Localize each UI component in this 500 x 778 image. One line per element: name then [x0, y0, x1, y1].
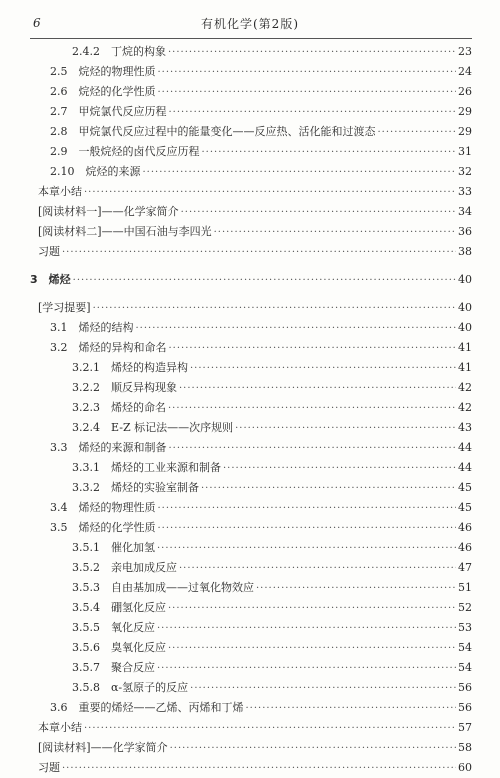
toc-entry-ch2-reading-2[interactable]: [阅读材料二]——中国石油与李四光 ····· 36	[38, 223, 472, 241]
book-title: 有机化学(第2版)	[201, 17, 299, 31]
toc-entry-3-6[interactable]: 3.6 重要的烯烃——乙烯、丙烯和丁烯 ····· 56	[50, 699, 472, 717]
toc-entry-2-10[interactable]: 2.10 烷烃的来源 ····· 32	[50, 163, 472, 181]
toc-entry-3-3-2[interactable]: 3.3.2 烯烃的实验室制备 ····· 45	[72, 479, 472, 497]
toc-entry-3-2-4[interactable]: 3.2.4 E-Z 标记法——次序规则 ····· 43	[72, 419, 472, 437]
toc-entry-2-8[interactable]: 2.8 甲烷氯代反应过程中的能量变化——反应热、活化能和过渡态 ····· 29	[50, 123, 472, 141]
toc-entry-2-9[interactable]: 2.9 一般烷烃的卤代反应历程 ····· 31	[50, 143, 472, 161]
toc-entry-3-1[interactable]: 3.1 烯烃的结构 ····· 40	[50, 319, 472, 337]
toc-entry-3-5-3[interactable]: 3.5.3 自由基加成——过氧化物效应 ····· 51	[72, 579, 472, 597]
page-header	[0, 0, 500, 40]
toc-entry-3-4[interactable]: 3.4 烯烃的物理性质 ····· 45	[50, 499, 472, 517]
toc-entry-2-5[interactable]: 2.5 烷烃的物理性质 ····· 24	[50, 63, 472, 81]
toc-entry-ch3-exercises[interactable]: 习题 ····· 60	[38, 759, 472, 777]
toc-entry-3-2-2[interactable]: 3.2.2 顺反异构现象 ····· 42	[72, 379, 472, 397]
toc-entry-ch3-summary[interactable]: 本章小结 ····· 57	[38, 719, 472, 737]
toc-entry-2-6[interactable]: 2.6 烷烃的化学性质 ····· 26	[50, 83, 472, 101]
toc-entry-3-5-1[interactable]: 3.5.1 催化加氢 ····· 46	[72, 539, 472, 557]
toc-entry-3-2-3[interactable]: 3.2.3 烯烃的命名 ····· 42	[72, 399, 472, 417]
toc-entry-3-5-4[interactable]: 3.5.4 硼氢化反应 ····· 52	[72, 599, 472, 617]
header-rule	[30, 38, 472, 39]
toc-entry-3-5-2[interactable]: 3.5.2 亲电加成反应 ····· 47	[72, 559, 472, 577]
toc-entry-3-5-7[interactable]: 3.5.7 聚合反应 ····· 54	[72, 659, 472, 677]
toc-entry-3-3-1[interactable]: 3.3.1 烯烃的工业来源和制备 ····· 44	[72, 459, 472, 477]
toc-entry-ch3-reading[interactable]: [阅读材料]——化学家简介 ····· 58	[38, 739, 472, 757]
toc-entry-ch2-exercises[interactable]: 习题 ····· 38	[38, 243, 472, 261]
toc-entry-3-3[interactable]: 3.3 烯烃的来源和制备 ····· 44	[50, 439, 472, 457]
toc-entry-3-5[interactable]: 3.5 烯烃的化学性质 ····· 46	[50, 519, 472, 537]
toc-entry-ch3-study-guide[interactable]: [学习提要] ····· 40	[38, 299, 472, 317]
toc-entry-2-4-2[interactable]: 2.4.2 丁烷的构象 ····· 23	[72, 43, 472, 61]
toc-entry-2-7[interactable]: 2.7 甲烷氯代反应历程 ····· 29	[50, 103, 472, 121]
page-number: 6	[33, 16, 41, 30]
toc-entry-ch2-reading-1[interactable]: [阅读材料一]——化学家简介 ····· 34	[38, 203, 472, 221]
toc-entry-ch2-summary[interactable]: 本章小结 ····· 33	[38, 183, 472, 201]
toc-entry-3-5-6[interactable]: 3.5.6 臭氧化反应 ····· 54	[72, 639, 472, 657]
toc-entry-3-2-1[interactable]: 3.2.1 烯烃的构造异构 ····· 41	[72, 359, 472, 377]
toc-entry-3-2[interactable]: 3.2 烯烃的异构和命名 ····· 41	[50, 339, 472, 357]
toc-entry-3-5-8[interactable]: 3.5.8 α-氢原子的反应 ····· 56	[72, 679, 472, 697]
toc-chapter-3[interactable]: 3 烯烃 ····· 40	[30, 271, 472, 289]
toc-entry-3-5-5[interactable]: 3.5.5 氧化反应 ····· 53	[72, 619, 472, 637]
